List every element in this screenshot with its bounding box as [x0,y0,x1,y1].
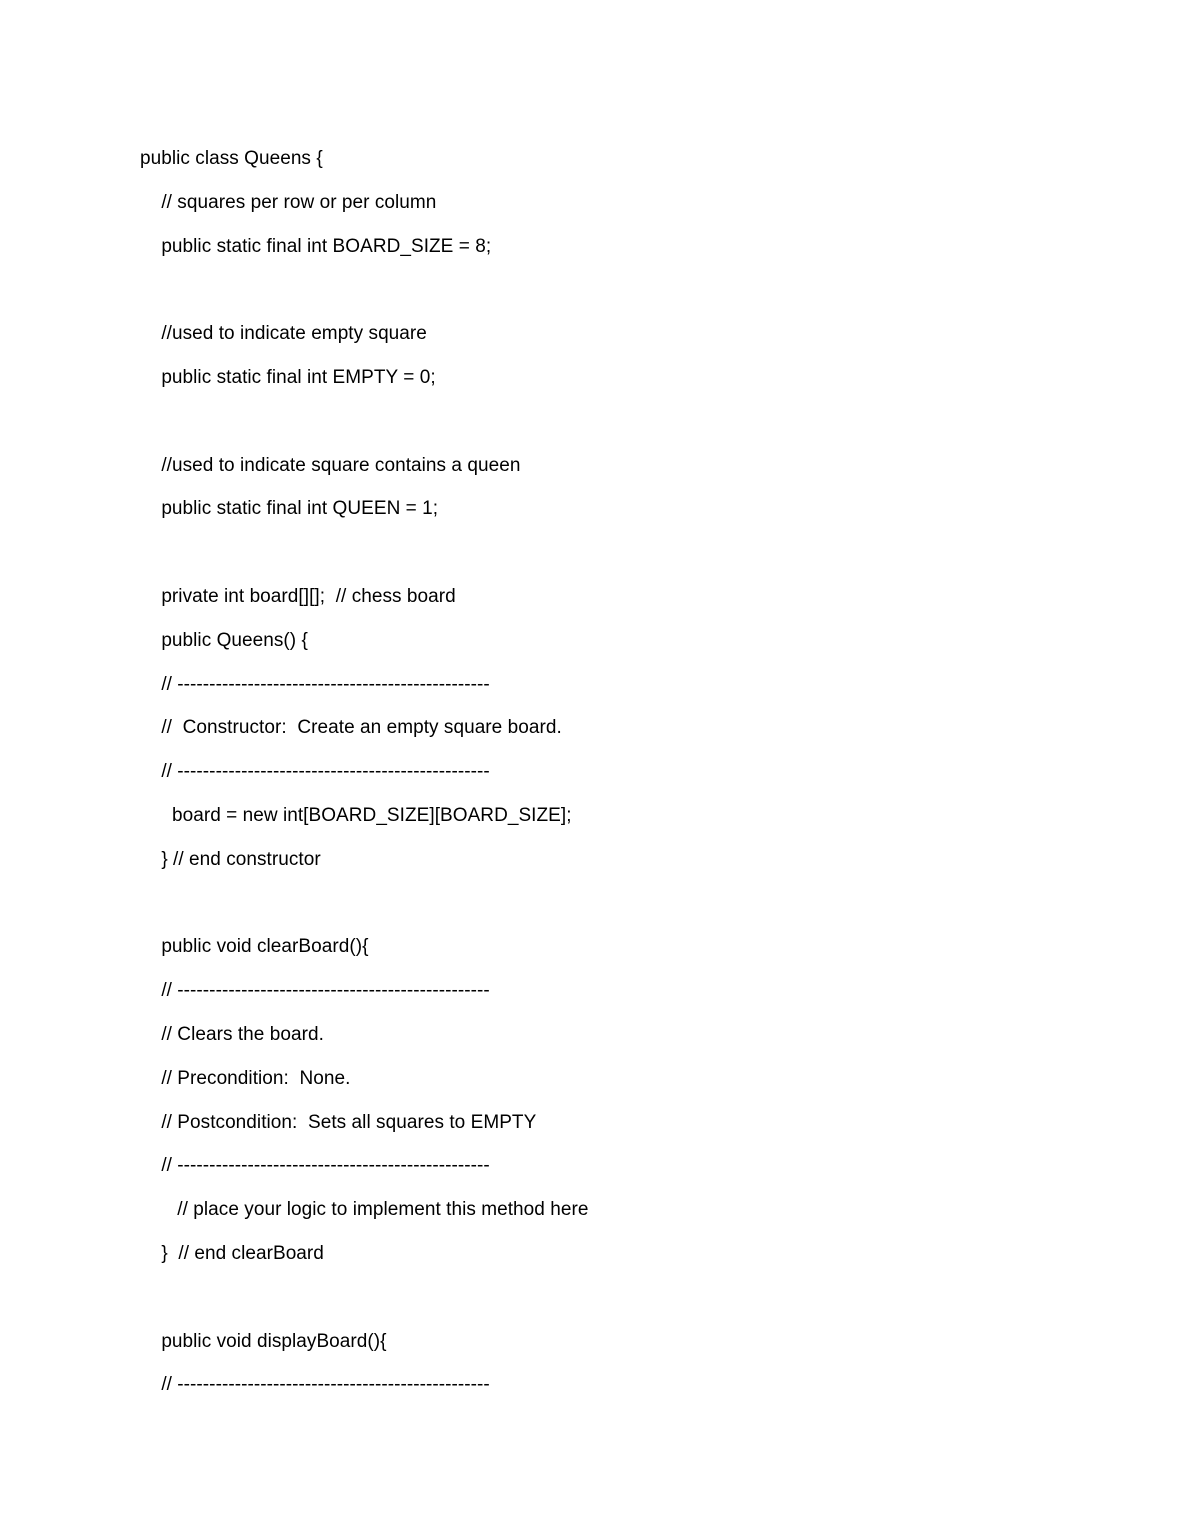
code-line: // Precondition: None. [140,1067,351,1089]
code-line: board = new int[BOARD_SIZE][BOARD_SIZE]; [140,804,572,826]
code-line: public void displayBoard(){ [140,1330,387,1352]
blank-line [140,268,1040,312]
code-line: // Constructor: Create an empty square board. [140,717,562,739]
blank-line [140,1276,1040,1320]
code-line: // ------------------------------------------------- [140,980,490,1002]
code-line: public static final int BOARD_SIZE = 8; [140,235,492,257]
code-line: // squares per row or per column [140,191,437,213]
code-listing [140,137,1040,1407]
blank-line [140,400,1040,444]
code-line: // place your logic to implement this method here [140,1199,589,1221]
code-line: // Postcondition: Sets all squares to EMPTY [140,1111,537,1133]
code-line: // Clears the board. [140,1023,324,1045]
code-line: public static final int QUEEN = 1; [140,498,439,520]
code-line: // ------------------------------------------------- [140,761,490,783]
code-line: // ------------------------------------------------- [140,1374,490,1396]
code-line: public static final int EMPTY = 0; [140,366,436,388]
blank-line [140,882,1040,926]
code-line: public class Queens { [140,148,323,169]
code-line: public void clearBoard(){ [140,936,369,958]
code-line: // ------------------------------------------------- [140,1155,490,1177]
code-line: // ------------------------------------------------- [140,673,490,695]
code-line: //used to indicate empty square [140,323,427,345]
code-line: public Queens() { [140,629,308,651]
code-line: } // end clearBoard [140,1242,324,1264]
code-line: //used to indicate square contains a queen [140,454,521,476]
code-line: private int board[][]; // chess board [140,585,456,607]
code-line: } // end constructor [140,848,321,870]
blank-line [140,531,1040,575]
